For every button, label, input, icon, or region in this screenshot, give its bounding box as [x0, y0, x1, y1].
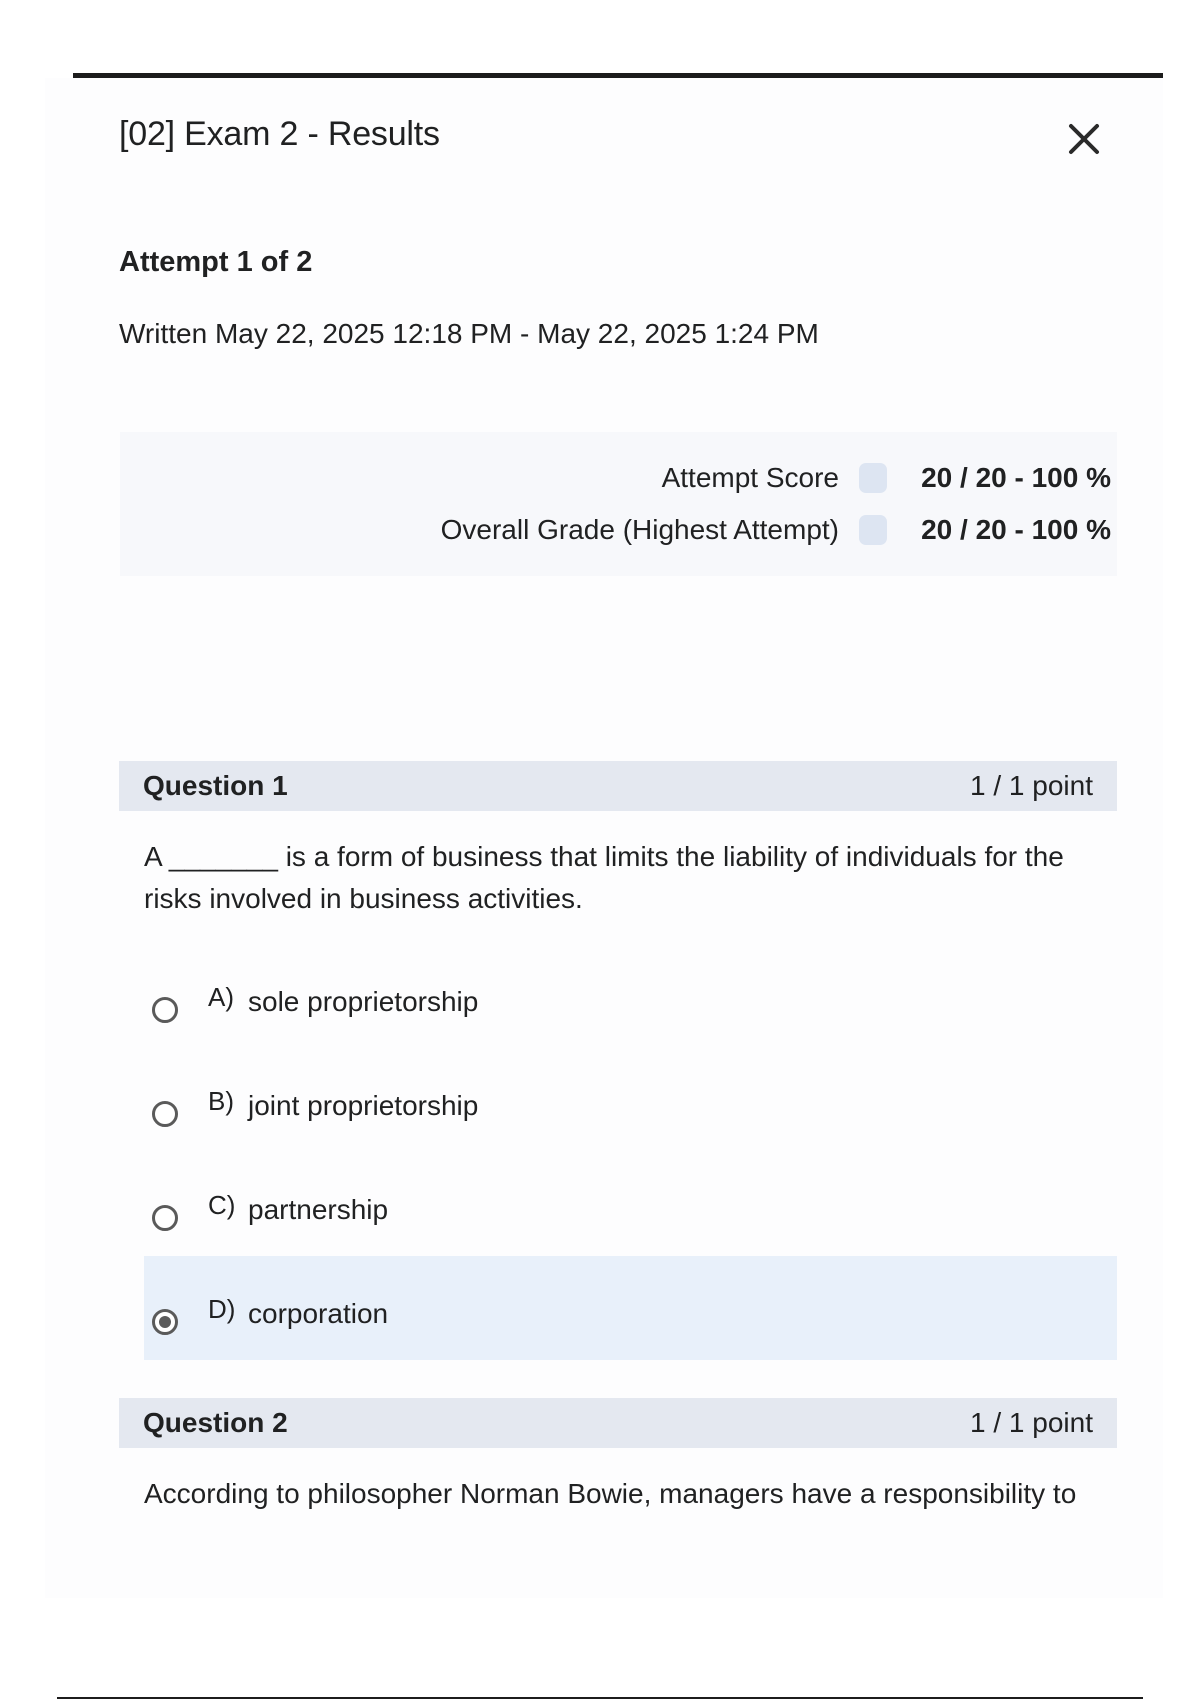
question-header [119, 1398, 1117, 1448]
option-letter: A) [208, 982, 234, 1012]
answer-option-b[interactable] [144, 1048, 1117, 1152]
overall-grade-label: Overall Grade (Highest Attempt) [440, 514, 839, 545]
attempt-score-label: Attempt Score [661, 462, 839, 493]
option-letter: B) [208, 1086, 234, 1116]
answer-option-c[interactable] [144, 1152, 1117, 1256]
overall-grade-row [120, 505, 1117, 555]
attempt-score-value: 20 / 20 - 100 % [921, 462, 1111, 493]
option-label: corporation [248, 1298, 389, 1329]
overall-grade-value: 20 / 20 - 100 % [921, 514, 1111, 545]
close-button[interactable] [1060, 115, 1108, 163]
question-title: Question 2 [143, 1407, 288, 1438]
score-indicator [859, 463, 887, 493]
attempt-heading: Attempt 1 of 2 [119, 246, 313, 278]
option-label: partnership [248, 1194, 389, 1225]
close-x-icon [1067, 122, 1101, 156]
answer-option-d[interactable] [144, 1256, 1117, 1360]
option-letter: C) [208, 1190, 236, 1220]
option-label: sole proprietorship [248, 986, 479, 1017]
question-text: A _______ is a form of business that limits the liability of individuals for the risks involved in business activities. [144, 841, 1064, 914]
radio-button[interactable] [152, 997, 178, 1023]
radio-button[interactable] [152, 1205, 178, 1231]
radio-button[interactable] [152, 1101, 178, 1127]
option-letter: D) [208, 1294, 236, 1324]
question-text: According to philosopher Norman Bowie, managers have a responsibility to [144, 1478, 1077, 1509]
answer-option-a[interactable] [144, 944, 1117, 1048]
option-label: joint proprietorship [248, 1090, 479, 1121]
dialog-title: [02] Exam 2 - Results [119, 115, 440, 153]
written-timestamp: Written May 22, 2025 12:18 PM - May 22, 2025 1:24 PM [119, 318, 819, 349]
question-points: 1 / 1 point [970, 1407, 1093, 1438]
bottom-divider [57, 1697, 1143, 1699]
score-summary [120, 432, 1117, 576]
radio-button-selected[interactable] [152, 1309, 178, 1335]
top-divider [73, 73, 1163, 78]
question-header [119, 761, 1117, 811]
question-title: Question 1 [143, 770, 288, 801]
question-points: 1 / 1 point [970, 770, 1093, 801]
attempt-score-row [120, 453, 1117, 503]
score-indicator [859, 515, 887, 545]
